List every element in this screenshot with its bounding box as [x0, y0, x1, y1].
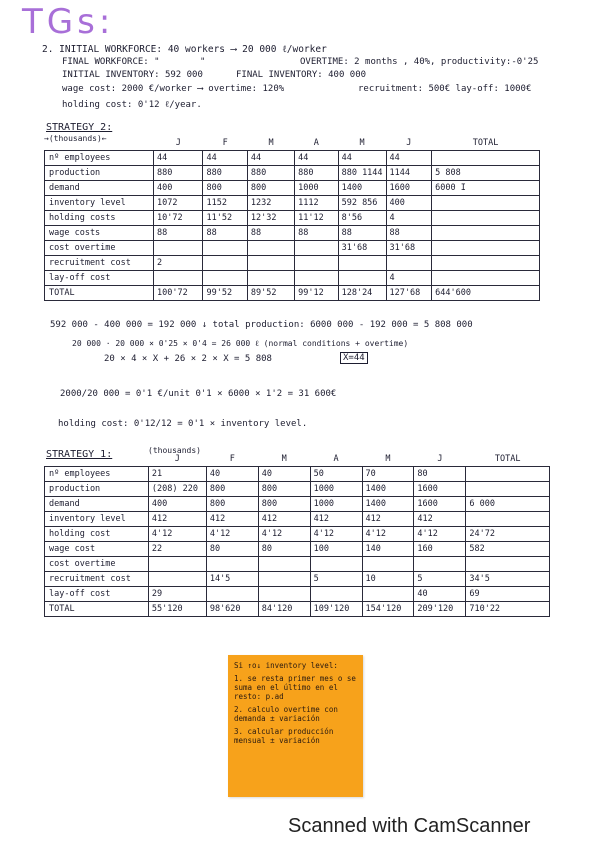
table-cell: 400: [386, 196, 432, 211]
table-cell: 592 856: [338, 196, 386, 211]
table-cell: [432, 271, 540, 286]
column-header: M: [247, 136, 294, 151]
table-cell: [466, 467, 550, 482]
header-blank-cell: [45, 136, 154, 151]
row-label: production: [45, 166, 154, 181]
row-label: demand: [45, 181, 154, 196]
header-row: [45, 136, 540, 151]
table-cell: [432, 226, 540, 241]
problem-line-2b: ": [200, 57, 206, 67]
table-cell: 412: [362, 512, 414, 527]
table-cell: 800: [206, 482, 258, 497]
column-header: J: [148, 452, 206, 467]
table-cell: 1112: [295, 196, 338, 211]
table-cell: [466, 512, 550, 527]
table-cell: 880 1144: [338, 166, 386, 181]
row-label: demand: [45, 497, 149, 512]
table-row: [45, 181, 540, 196]
table-cell: 2: [154, 256, 203, 271]
table-cell: 1400: [362, 482, 414, 497]
table-row: [45, 271, 540, 286]
table-cell: 154'120: [362, 602, 414, 617]
table-cell: 44: [154, 151, 203, 166]
table-row: [45, 557, 550, 572]
header-blank-cell: [45, 452, 149, 467]
table-cell: 880: [247, 166, 294, 181]
table-cell: 412: [414, 512, 466, 527]
note-item-3: 3. calcular producción mensual ± variación: [234, 727, 334, 745]
column-header: F: [203, 136, 247, 151]
table-cell: 31'68: [338, 241, 386, 256]
header-row: [45, 452, 550, 467]
table-row: [45, 256, 540, 271]
table-cell: 100: [310, 542, 362, 557]
row-label: wage cost: [45, 542, 149, 557]
table-cell: 412: [258, 512, 310, 527]
table-cell: 800: [258, 497, 310, 512]
table-cell: 10'72: [154, 211, 203, 226]
table-cell: [432, 256, 540, 271]
table-cell: 1232: [247, 196, 294, 211]
table-cell: (208) 220: [148, 482, 206, 497]
table-cell: [432, 241, 540, 256]
table-cell: 40: [206, 467, 258, 482]
table-cell: 88: [203, 226, 247, 241]
table-cell: 34'5: [466, 572, 550, 587]
row-label: nº employees: [45, 151, 154, 166]
calc-line-2: 20 000 · 20 000 × 0'25 × 0'4 = 26 000 ℓ (normal conditions + overtime): [72, 339, 409, 348]
table-cell: 6 000: [466, 497, 550, 512]
sticky-note: [228, 655, 363, 797]
problem-line-5: holding cost: 0'12 ℓ/year.: [62, 100, 202, 110]
table-cell: 1144: [386, 166, 432, 181]
table-cell: 644'600: [432, 286, 540, 301]
table-cell: 1600: [414, 497, 466, 512]
table-cell: [466, 557, 550, 572]
table-cell: 100'72: [154, 286, 203, 301]
column-header: A: [310, 452, 362, 467]
table-row: [45, 482, 550, 497]
table-cell: 80: [414, 467, 466, 482]
table-row: [45, 497, 550, 512]
table-cell: 412: [206, 512, 258, 527]
table-cell: [466, 482, 550, 497]
table-cell: [432, 151, 540, 166]
strategy2-heading: STRATEGY 2:: [46, 122, 113, 133]
table-row: [45, 211, 540, 226]
column-header: A: [295, 136, 338, 151]
table-cell: 400: [154, 181, 203, 196]
strategy1-table: [44, 452, 550, 617]
row-label: wage costs: [45, 226, 154, 241]
table-cell: 1400: [338, 181, 386, 196]
table-cell: 40: [258, 467, 310, 482]
problem-line-2c: OVERTIME: 2 months , 40%, productivity:-0'25: [300, 57, 539, 67]
row-label: lay-off cost: [45, 271, 154, 286]
table-row: [45, 527, 550, 542]
table-cell: 31'68: [386, 241, 432, 256]
table-cell: [203, 271, 247, 286]
row-label: TOTAL: [45, 286, 154, 301]
table-cell: 880: [295, 166, 338, 181]
table-row: [45, 542, 550, 557]
table-cell: 1400: [362, 497, 414, 512]
table-cell: [206, 557, 258, 572]
table-cell: 1600: [386, 181, 432, 196]
table-cell: 128'24: [338, 286, 386, 301]
problem-line-4b: recruitment: 500€ lay-off: 1000€: [358, 84, 532, 94]
calc-line-5: holding cost: 0'12/12 = 0'1 × inventory level.: [58, 419, 308, 429]
table-cell: [148, 572, 206, 587]
table-row: [45, 572, 550, 587]
table-cell: 710'22: [466, 602, 550, 617]
note-title: Si ↑o↓ inventory level:: [234, 661, 338, 670]
table-cell: [154, 271, 203, 286]
table-cell: 1072: [154, 196, 203, 211]
table-cell: [310, 557, 362, 572]
table-cell: 4: [386, 271, 432, 286]
table-cell: 109'120: [310, 602, 362, 617]
table-cell: 140: [362, 542, 414, 557]
table-cell: 5: [414, 572, 466, 587]
strategy2-units: →(thousands)←: [44, 134, 107, 143]
table-row: [45, 512, 550, 527]
row-label: recruitment cost: [45, 256, 154, 271]
table-row: [45, 467, 550, 482]
strategy1-units: (thousands): [148, 446, 201, 455]
calc-line-3: 20 × 4 × X + 26 × 2 × X = 5 808: [104, 354, 272, 364]
table-cell: [362, 587, 414, 602]
table-cell: [295, 241, 338, 256]
table-cell: 800: [247, 181, 294, 196]
table-cell: 84'120: [258, 602, 310, 617]
table-cell: [154, 241, 203, 256]
table-cell: 21: [148, 467, 206, 482]
table-cell: 80: [206, 542, 258, 557]
table-cell: 11'52: [203, 211, 247, 226]
table-cell: 12'32: [247, 211, 294, 226]
column-header: TOTAL: [466, 452, 550, 467]
table-cell: 5: [310, 572, 362, 587]
table-cell: [206, 587, 258, 602]
table-cell: 88: [295, 226, 338, 241]
row-label: holding cost: [45, 527, 149, 542]
table-cell: [203, 241, 247, 256]
table-cell: 582: [466, 542, 550, 557]
table-row: [45, 151, 540, 166]
table-cell: 412: [310, 512, 362, 527]
column-header: J: [414, 452, 466, 467]
row-label: lay-off cost: [45, 587, 149, 602]
table-cell: 44: [386, 151, 432, 166]
problem-line-1: 2. INITIAL WORKFORCE: 40 workers ⟶ 20 000 ℓ/worker: [42, 44, 327, 55]
camscanner-footer: Scanned with CamScanner: [288, 815, 531, 837]
table-cell: 209'120: [414, 602, 466, 617]
table-cell: 50: [310, 467, 362, 482]
table-row: [45, 241, 540, 256]
calc-line-1: 592 000 - 400 000 = 192 000 ↓ total production: 6000 000 - 192 000 = 5 808 000: [50, 320, 473, 330]
table-cell: 29: [148, 587, 206, 602]
column-header: M: [338, 136, 386, 151]
table-cell: 1600: [414, 482, 466, 497]
table-cell: [247, 256, 294, 271]
column-header: TOTAL: [432, 136, 540, 151]
table-row: [45, 286, 540, 301]
table-cell: 1000: [310, 497, 362, 512]
table-cell: 70: [362, 467, 414, 482]
table-cell: 44: [295, 151, 338, 166]
table-cell: 8'56: [338, 211, 386, 226]
page-title: TGs:: [22, 2, 115, 42]
table-cell: 69: [466, 587, 550, 602]
table-cell: 4'12: [362, 527, 414, 542]
table-cell: [295, 271, 338, 286]
table-cell: 4'12: [148, 527, 206, 542]
row-label: TOTAL: [45, 602, 149, 617]
table-cell: 880: [154, 166, 203, 181]
column-header: F: [206, 452, 258, 467]
table-cell: 11'12: [295, 211, 338, 226]
table-cell: [338, 271, 386, 286]
table-cell: 44: [203, 151, 247, 166]
table-cell: 400: [148, 497, 206, 512]
calc-line-4: 2000/20 000 = 0'1 €/unit 0'1 × 6000 × 1'2 = 31 600€: [60, 389, 337, 399]
table-row: [45, 196, 540, 211]
table-cell: 22: [148, 542, 206, 557]
table-cell: 4'12: [206, 527, 258, 542]
table-cell: [386, 256, 432, 271]
problem-line-4a: wage cost: 2000 €/worker ⟶ overtime: 120%: [62, 84, 285, 94]
column-header: J: [386, 136, 432, 151]
table-row: [45, 602, 550, 617]
row-label: inventory level: [45, 512, 149, 527]
table-cell: 800: [206, 497, 258, 512]
table-cell: 44: [247, 151, 294, 166]
note-item-1: 1. se resta primer mes o se suma en el último en el resto: p.ad: [234, 674, 356, 701]
table-cell: [247, 271, 294, 286]
column-header: J: [154, 136, 203, 151]
table-cell: [414, 557, 466, 572]
table-cell: [362, 557, 414, 572]
strategy2-table: [44, 136, 540, 301]
table-cell: 1000: [310, 482, 362, 497]
table-cell: [258, 572, 310, 587]
table-cell: 880: [203, 166, 247, 181]
table-cell: 55'120: [148, 602, 206, 617]
table-cell: 4: [386, 211, 432, 226]
table-cell: 88: [247, 226, 294, 241]
table-cell: 5 808: [432, 166, 540, 181]
table-cell: 412: [148, 512, 206, 527]
table-cell: 127'68: [386, 286, 432, 301]
row-label: cost overtime: [45, 557, 149, 572]
table-cell: 99'12: [295, 286, 338, 301]
table-cell: 1152: [203, 196, 247, 211]
strategy1-heading: STRATEGY 1:: [46, 449, 113, 460]
table-cell: [258, 587, 310, 602]
table-cell: [258, 557, 310, 572]
table-cell: 4'12: [310, 527, 362, 542]
table-cell: 4'12: [258, 527, 310, 542]
table-cell: 14'5: [206, 572, 258, 587]
problem-line-3a: INITIAL INVENTORY: 592 000: [62, 70, 203, 80]
table-cell: 1000: [295, 181, 338, 196]
table-cell: [432, 196, 540, 211]
table-cell: [247, 241, 294, 256]
table-cell: [432, 211, 540, 226]
row-label: inventory level: [45, 196, 154, 211]
row-label: recruitment cost: [45, 572, 149, 587]
problem-line-3b: FINAL INVENTORY: 400 000: [236, 70, 367, 80]
table-cell: [295, 256, 338, 271]
table-row: [45, 166, 540, 181]
note-item-2: 2. calculo overtime con demanda ± variación: [234, 705, 338, 723]
column-header: M: [362, 452, 414, 467]
table-cell: 88: [386, 226, 432, 241]
table-cell: [148, 557, 206, 572]
table-cell: 10: [362, 572, 414, 587]
table-row: [45, 226, 540, 241]
table-cell: 99'52: [203, 286, 247, 301]
table-cell: 800: [258, 482, 310, 497]
row-label: holding costs: [45, 211, 154, 226]
table-cell: 88: [338, 226, 386, 241]
row-label: nº employees: [45, 467, 149, 482]
table-cell: [203, 256, 247, 271]
table-cell: 80: [258, 542, 310, 557]
table-cell: 44: [338, 151, 386, 166]
table-cell: 160: [414, 542, 466, 557]
table-cell: 98'620: [206, 602, 258, 617]
row-label: production: [45, 482, 149, 497]
table-cell: 40: [414, 587, 466, 602]
table-cell: 88: [154, 226, 203, 241]
table-cell: [338, 256, 386, 271]
table-cell: [310, 587, 362, 602]
table-cell: 800: [203, 181, 247, 196]
column-header: M: [258, 452, 310, 467]
table-cell: 89'52: [247, 286, 294, 301]
table-cell: 4'12: [414, 527, 466, 542]
table-cell: 24'72: [466, 527, 550, 542]
calc-result-box: X=44: [340, 352, 368, 364]
table-cell: 6000 I: [432, 181, 540, 196]
problem-line-2a: FINAL WORKFORCE: ": [62, 57, 160, 67]
table-row: [45, 587, 550, 602]
row-label: cost overtime: [45, 241, 154, 256]
